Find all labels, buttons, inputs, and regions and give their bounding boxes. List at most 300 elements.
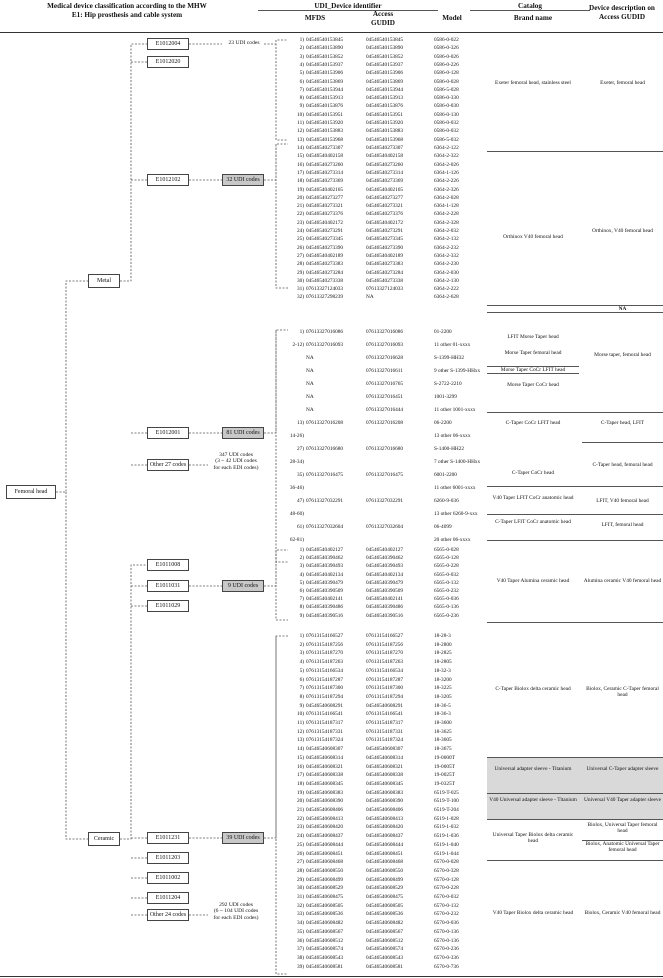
model-code: 06-4099 — [434, 524, 452, 530]
mfds-code: 04546540153920 — [306, 120, 344, 126]
code-other24: Other 24 codes — [147, 909, 189, 921]
mfds-code: 04546540273321 — [306, 203, 344, 210]
gudid-code: 07613327124033 — [366, 286, 404, 293]
count-81: 81 UDI codes — [222, 427, 264, 439]
mfds-code: 04546540153913 — [306, 95, 344, 102]
gudid-code: 04546540402141 — [366, 596, 404, 603]
udi-row — [288, 780, 463, 788]
v40-biolox-brand: V40 Taper Biolox delta ceramic head — [492, 910, 574, 916]
mfds-code: 04546540402158 — [306, 153, 344, 160]
gudid-code: 04546540608291 — [366, 702, 404, 709]
code-e1011204: E1011204 — [147, 892, 189, 904]
mfds-code: 04546540390479 — [306, 579, 344, 586]
model-code: 18-2800 — [434, 641, 452, 648]
code-e1011008: E1011008 — [147, 559, 189, 571]
row-number: 30) — [296, 277, 304, 284]
row-number: 61) — [296, 524, 304, 530]
gudid-code: 04546540608529 — [366, 885, 404, 892]
row-number: 22) — [296, 815, 304, 822]
udi-row — [288, 260, 463, 268]
model-code: 6570-0-136 — [434, 928, 459, 935]
gudid-code: 04546540153845 — [366, 37, 404, 43]
mfds-code: 04546540390516 — [306, 612, 344, 619]
udi-row — [288, 127, 463, 135]
udi-row — [288, 177, 463, 185]
mfds-code: 04546540608321 — [306, 763, 344, 770]
udi-row — [288, 667, 463, 675]
mfds-code: 04546540608475 — [306, 894, 344, 900]
morse-cocr-brand: Morse Taper CoCr head — [507, 382, 559, 388]
row-number: 6) — [299, 78, 304, 85]
v40-biolox-description: Biolox, Ceramic V40 femoral head — [584, 910, 661, 916]
gudid-code: 04546540273260 — [366, 161, 404, 168]
orthinox-brand: Orthinox V40 femoral head — [503, 234, 563, 240]
udi-row — [288, 902, 463, 910]
gudid-code: 04546540390516 — [366, 612, 404, 619]
mfds-code: 04546540608581 — [306, 963, 344, 970]
mfds-code: 07613154187331 — [306, 728, 344, 735]
model-code: 0586-0-326 — [434, 45, 459, 52]
udi-row — [288, 554, 463, 562]
mfds-code: 07613154187256 — [306, 641, 344, 648]
mfds-code: 04546540273277 — [306, 194, 344, 201]
model-code: 6364-2-028 — [434, 194, 459, 201]
udi-row — [288, 497, 463, 505]
gudid-code: 07613327032291 — [366, 498, 404, 504]
model-code: 6565-0-236 — [434, 612, 459, 619]
biolox-c-description: Biolox, Ceramic C-Taper femoral head — [586, 686, 659, 699]
row-number: 8) — [299, 604, 304, 611]
row-number: 7) — [299, 596, 304, 603]
gudid-code: 04546540608581 — [366, 963, 404, 970]
model-code: 06-2200 — [434, 420, 452, 426]
row-number: 29) — [296, 269, 304, 276]
morse-description: Morse taper, femoral head — [594, 352, 651, 358]
mfds-code: 04546540273376 — [306, 211, 344, 218]
udi-row — [288, 595, 463, 603]
model-code: 1001-3299 — [434, 394, 457, 400]
mfds-code: 04546540273291 — [306, 228, 344, 234]
udi-row — [288, 471, 463, 479]
udi-row — [288, 841, 463, 849]
row-number: 1) — [299, 633, 304, 639]
mfds-code: 04546540153876 — [306, 103, 344, 110]
gudid-code: 07613327016680 — [366, 446, 404, 452]
gudid-code: 07613154187287 — [366, 676, 404, 683]
row-number: 3) — [299, 563, 304, 570]
mfds-code: 04546540390486 — [306, 604, 344, 611]
udi-row — [288, 53, 463, 61]
gudid-code: 04546540153937 — [366, 61, 404, 68]
model-code: 0586-0-330 — [434, 95, 459, 102]
gudid-code: 04546540608444 — [366, 841, 404, 848]
udi-row — [288, 546, 463, 554]
count-32: 32 UDI codes — [222, 174, 264, 186]
udi-row — [288, 510, 478, 518]
udi-row — [288, 684, 463, 692]
mfds-code: 07613154187294 — [306, 693, 344, 700]
mfds-code: 04546540273390 — [306, 244, 344, 251]
model-code: 6364-2-228 — [434, 211, 459, 218]
udi-row — [288, 858, 463, 866]
model-code: 6565-0-028 — [434, 547, 459, 553]
gudid-code: 04546540273369 — [366, 178, 404, 185]
sep-d — [487, 622, 663, 623]
gudid-code: 07613327032604 — [366, 524, 404, 530]
gudid-code: 04546540273314 — [366, 169, 404, 176]
row-number: 5) — [299, 70, 304, 77]
model-code: 6364-2-132 — [434, 236, 459, 243]
udi-row — [288, 736, 463, 744]
gudid-code: 04546540402165 — [366, 186, 404, 193]
v40uas-brand: V40 Universal adapter sleeve - Titanium — [489, 797, 577, 803]
mfds-code: 04546540608468 — [306, 859, 344, 866]
gudid-code: 04546540273390 — [366, 244, 404, 251]
model-code: 6519-1-036 — [434, 833, 459, 840]
ceramic-node: Ceramic — [88, 832, 120, 846]
udi-row — [288, 797, 463, 805]
ctaper-lfit-brand: C-Taper CoCr LFIT head — [505, 420, 561, 426]
mfds-code: 04546540608574 — [306, 946, 344, 953]
mfds-code: 04546540390509 — [306, 588, 344, 594]
model-code: 6364-2-122 — [434, 145, 459, 151]
adapter-sleeve-shade-1 — [487, 757, 663, 793]
gudid-code: 04546540608307 — [366, 746, 404, 753]
udi-row — [288, 328, 463, 336]
gudid-code: 07613154166534 — [366, 667, 404, 674]
mfds-code: 04546540273307 — [306, 145, 344, 151]
udi-row — [288, 102, 463, 110]
udi-header: UDI_Device identifier — [314, 2, 382, 10]
row-number: 29) — [296, 876, 304, 883]
udi-row — [288, 86, 463, 94]
model-code: 6570-0-136 — [434, 937, 459, 944]
mfds-code: NA — [306, 407, 314, 413]
mfds-code: NA — [306, 368, 314, 374]
gudid-code: 04546540153890 — [366, 45, 404, 52]
alumina-brand: V40 Taper Alumina ceramic head — [496, 578, 570, 584]
udi-row — [288, 445, 463, 453]
row-number: 15) — [296, 153, 304, 160]
model-header: Model — [442, 14, 462, 22]
row-number: 25) — [296, 841, 304, 848]
row-number: 62-81) — [289, 537, 304, 543]
udi-row — [288, 910, 463, 918]
gudid-code: NA — [366, 294, 374, 301]
row-number: 31) — [296, 286, 304, 293]
count-292-range: (6 ~ 104 UDI codes — [213, 908, 259, 915]
udi-row — [288, 806, 463, 814]
model-code: 6519-T-204 — [434, 807, 459, 813]
gudid-code: 04546540608499 — [366, 876, 404, 883]
udi-row — [288, 380, 463, 388]
mfds-code: 07613154166534 — [306, 667, 344, 674]
na-description: NA — [618, 306, 627, 312]
row-number: 14) — [296, 145, 304, 151]
row-number: 12) — [296, 728, 304, 735]
ut-description-2: Biolox, Anatomic Universal Taper femoral head — [582, 840, 663, 854]
udi-row — [288, 194, 463, 202]
model-code: 6570-0-128 — [434, 876, 459, 883]
sep-uas-bot — [487, 819, 663, 820]
mfds-code: 04546540273314 — [306, 169, 344, 176]
udi-row — [288, 161, 463, 169]
row-number: 26) — [296, 244, 304, 251]
row-number: 10) — [296, 711, 304, 718]
udi-row — [288, 244, 463, 252]
row-number: 33) — [296, 911, 304, 918]
udi-row — [288, 658, 463, 666]
row-number: 1) — [299, 547, 304, 553]
udi-row — [288, 632, 463, 640]
gudid-code: 07613327016611 — [366, 368, 403, 374]
count-39: 39 UDI codes — [222, 832, 264, 844]
row-number: 24) — [296, 833, 304, 840]
udi-row — [288, 867, 463, 875]
gudid-code: 04546540153913 — [366, 95, 404, 102]
mfds-code: 04546540608383 — [306, 789, 344, 796]
row-number: 9) — [299, 702, 304, 709]
row-number: 7) — [299, 86, 304, 93]
row-number: 6) — [299, 676, 304, 683]
row-number: 13) — [296, 136, 304, 143]
model-code: 11 other 01-xxxx — [434, 342, 471, 348]
row-number: 34) — [296, 920, 304, 927]
gudid-code: 04546540273338 — [366, 277, 404, 284]
mfds-code: 04546540608482 — [306, 920, 344, 927]
udi-row — [288, 269, 463, 277]
sep-morse — [487, 412, 663, 413]
gudid-code: 07613154187300 — [366, 685, 404, 692]
row-number: 6) — [299, 588, 304, 594]
code-e1012102: E1012102 — [147, 174, 189, 186]
udi-row — [288, 235, 463, 243]
v40-lfit-description: LFIT, V40 femoral head — [596, 498, 649, 504]
gudid-code: 04546540608475 — [366, 894, 404, 900]
udi-row — [288, 884, 463, 892]
udi-row — [288, 136, 463, 144]
model-code: 0586-0-032 — [434, 120, 459, 126]
row-number: 25) — [296, 236, 304, 243]
gudid-code: 04546540402189 — [366, 252, 404, 259]
mfds-code: 04546540402189 — [306, 252, 344, 259]
row-number: 15) — [296, 754, 304, 761]
model-code: 6570-0-036 — [434, 920, 459, 927]
model-code: 0586-0-032 — [434, 128, 459, 135]
mfds-code: 04546540608437 — [306, 833, 344, 840]
gudid-code: 04546540608567 — [366, 928, 404, 935]
model-code: 0586-0-022 — [434, 37, 459, 43]
udi-row — [288, 36, 463, 44]
gudid-code: 04546540402158 — [366, 153, 404, 160]
count-292-total: 292 UDI codes — [219, 902, 253, 908]
gudid-code: 04546540608413 — [366, 815, 404, 822]
udi-row — [288, 603, 463, 611]
udi-row — [288, 152, 463, 160]
udi-row — [288, 963, 463, 971]
model-code: 6565-0-136 — [434, 604, 459, 611]
row-number: 8) — [299, 95, 304, 102]
row-number: 28-34) — [289, 459, 304, 465]
model-code: S-1400-HH22 — [434, 446, 465, 452]
gudid-code: 04546540153968 — [366, 136, 404, 143]
row-number: 36) — [296, 937, 304, 944]
mfds-code: 04546540153944 — [306, 86, 344, 93]
gudid-code: 04546540273291 — [366, 228, 404, 234]
model-code: 6364-2-332 — [434, 252, 459, 259]
sep-e — [0, 976, 663, 977]
row-number: 4) — [299, 571, 304, 578]
model-code: 0586-0-226 — [434, 61, 459, 68]
row-number: 30) — [296, 885, 304, 892]
row-number: 23) — [296, 219, 304, 226]
gudid-code: 04546540608437 — [366, 833, 404, 840]
mfds-code: 07613327016208 — [306, 420, 344, 426]
model-code: 18-28-3 — [434, 633, 451, 639]
sep-v40-lfit — [487, 514, 663, 515]
lfit-morse-brand: LFIT Morse Taper head — [507, 334, 559, 340]
mfds-code: 04546540273369 — [306, 178, 344, 185]
udi-row — [288, 928, 463, 936]
mfds-code: 04546540153951 — [306, 111, 344, 118]
model-code: 19-0325T — [434, 780, 455, 787]
mfds-code: 07613327016086 — [306, 329, 344, 335]
gudid-code: 04546540608314 — [366, 754, 404, 761]
row-number: 36-46) — [289, 485, 304, 491]
model-code: 6570-0-028 — [434, 859, 459, 866]
row-number: 3) — [299, 650, 304, 657]
row-number: 16) — [296, 763, 304, 770]
mfds-code: 04546540608505 — [306, 902, 344, 909]
udi-row — [288, 789, 463, 797]
mfds-code: 07613154187317 — [306, 720, 344, 726]
count-9: 9 UDI codes — [222, 580, 264, 592]
gudid-code: 07613327016451 — [366, 394, 404, 400]
mfds-code: 07613327016680 — [306, 446, 344, 452]
gudid-code: 04546540390486 — [366, 604, 404, 611]
code-e1011203: E1011203 — [147, 852, 189, 864]
row-number: 20) — [296, 194, 304, 201]
model-code: 6519-1-044 — [434, 850, 459, 857]
gudid-code: 04546540402127 — [366, 547, 404, 553]
gudid-code: 04546540273376 — [366, 211, 404, 218]
model-code: 11 other 1001-xxxx — [434, 407, 476, 413]
mfds-code: 04546540402165 — [306, 186, 344, 193]
model-code: 0586-5-032 — [434, 136, 459, 143]
metal-node: Metal — [88, 274, 120, 288]
udi-row — [288, 119, 463, 127]
gudid-code: 04546540153920 — [366, 120, 404, 126]
mfds-code: 04546540153890 — [306, 45, 344, 52]
model-code: 6570-0-132 — [434, 902, 459, 909]
alumina-description: Alumina ceramic V40 femoral head — [583, 578, 662, 584]
model-code: 18-3605 — [434, 737, 452, 744]
row-number: 22) — [296, 211, 304, 218]
gudid-code: 04546540608505 — [366, 902, 404, 909]
gudid-code: 07613154187324 — [366, 737, 404, 744]
model-code: 19-0005T — [434, 763, 455, 770]
mfds-code: 04546540608499 — [306, 876, 344, 883]
row-number: 32) — [296, 294, 304, 301]
row-number: 31) — [296, 894, 304, 900]
row-number: 24) — [296, 228, 304, 234]
udi-row — [288, 458, 481, 466]
sep-ctaper — [487, 486, 663, 487]
catalog-header: Catalog — [518, 2, 542, 10]
gudid-code: 04546540608550 — [366, 867, 404, 874]
mfds-code: 04546540608345 — [306, 780, 344, 787]
udi-row — [288, 252, 463, 260]
gudid-code: 04546540608468 — [366, 859, 404, 866]
udi-row — [288, 728, 463, 736]
gudid-code: 07613327016628 — [366, 355, 404, 361]
count-347-range: (3 ~ 42 UDI codes — [215, 458, 257, 465]
gudid-code: 07613154166541 — [366, 711, 404, 718]
gudid-code: 04546540153852 — [366, 53, 404, 60]
sep-ut — [487, 860, 663, 861]
model-code: 6364-1-126 — [434, 169, 459, 176]
model-code: 6570-0-236 — [434, 946, 459, 953]
mfds-code: 04546540153852 — [306, 53, 344, 60]
udi-row — [288, 937, 463, 945]
model-code: S-2722-2210 — [434, 381, 462, 387]
udi-row — [288, 832, 463, 840]
udi-row — [288, 341, 471, 349]
gudid-code: 07613154187294 — [366, 693, 404, 700]
model-code: 9 other S-1399-HHxx — [434, 368, 481, 374]
code-e1011029: E1011029 — [147, 600, 189, 612]
mfds-code: NA — [306, 355, 314, 361]
udi-row — [288, 676, 463, 684]
mfds-code: 04546540390493 — [306, 563, 344, 570]
udi-row — [288, 144, 463, 152]
mfds-code: 07613327032604 — [306, 524, 344, 530]
udi-row — [288, 945, 463, 953]
udi-row — [288, 693, 463, 701]
mfds-code: 04546540608390 — [306, 798, 344, 805]
gudid-code: 04546540273284 — [366, 269, 404, 276]
row-number: 14) — [296, 746, 304, 753]
gudid-code: 04546540608406 — [366, 807, 404, 813]
model-code: 19-0000T — [434, 754, 455, 761]
udi-row — [288, 612, 463, 620]
row-number: 8) — [299, 693, 304, 700]
row-number: 12) — [296, 128, 304, 135]
model-code: 0586-0-030 — [434, 103, 459, 110]
row-number: 28) — [296, 261, 304, 268]
model-code: 6001-2200 — [434, 472, 457, 478]
model-code: 6570-0-032 — [434, 894, 459, 900]
model-code: 6519-T-100 — [434, 798, 459, 805]
row-number: 19) — [296, 789, 304, 796]
udi-row — [288, 202, 463, 210]
model-code: 0586-5-028 — [434, 86, 459, 93]
row-number: 4) — [299, 61, 304, 68]
gudid-code: 04546540273321 — [366, 203, 404, 210]
model-code: 6364-2-322 — [434, 153, 459, 160]
mfds-code: 07613154166527 — [306, 633, 344, 639]
morse-cocr-lfit-brand: Morse Taper CoCr LFIT head — [487, 366, 579, 374]
sep-uas-top — [487, 757, 663, 758]
mfds-code: 04546540608338 — [306, 772, 344, 779]
row-number: 27) — [296, 446, 304, 452]
gudid-code: 04546540608451 — [366, 850, 404, 857]
udi-row — [288, 893, 463, 901]
model-code: 6364-2-226 — [434, 178, 459, 185]
model-code: 18-2805 — [434, 659, 452, 666]
udi-row — [288, 219, 463, 227]
model-code: 18-3600 — [434, 720, 452, 726]
